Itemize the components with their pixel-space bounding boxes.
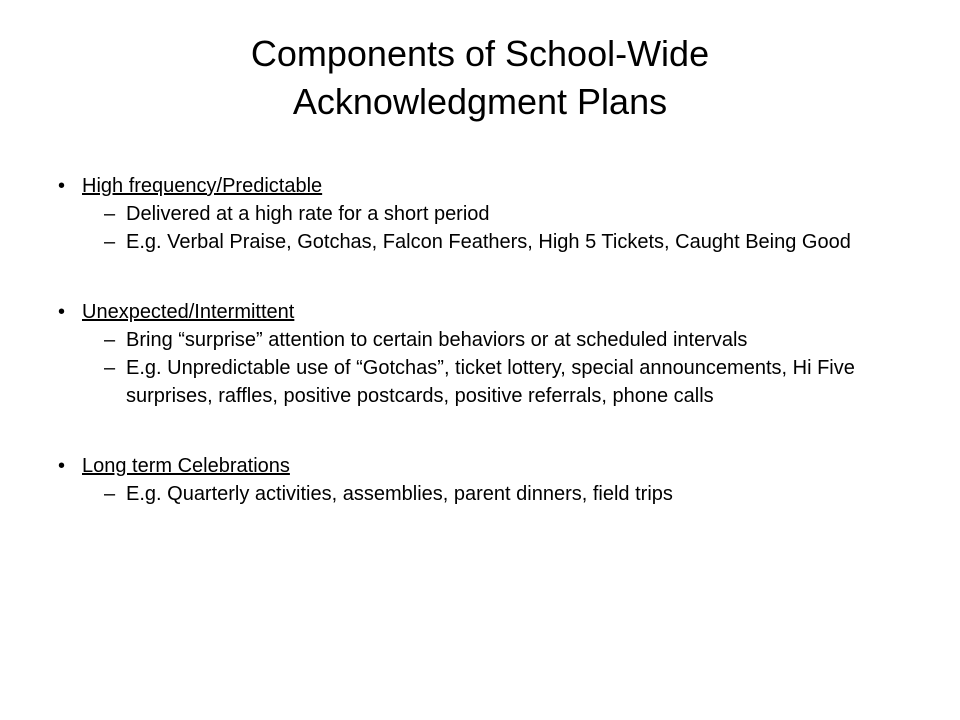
- sub-item: [104, 326, 942, 354]
- sub-item-text: Bring “surprise” attention to certain behaviors or at scheduled intervals: [126, 329, 748, 351]
- bullet-item: [58, 452, 942, 480]
- bullet-item: [58, 298, 942, 326]
- bullet-label: Long term Celebrations: [82, 455, 290, 477]
- bullet-item: [58, 172, 942, 200]
- bullet-dot-icon: •: [58, 175, 66, 197]
- dash-icon: –: [104, 329, 116, 351]
- dash-icon: –: [104, 483, 116, 505]
- title-line-2: Acknowledgment Plans: [292, 81, 668, 122]
- sub-item: [104, 480, 942, 508]
- slide-content: [58, 172, 942, 536]
- sub-item-text: E.g. Verbal Praise, Gotchas, Falcon Feathers, High 5 Tickets, Caught Being Good: [126, 231, 851, 253]
- sub-item: [104, 200, 942, 228]
- bullet-group-long-term: [58, 452, 942, 508]
- sub-item: [104, 354, 942, 410]
- sub-item-text: E.g. Quarterly activities, assemblies, parent dinners, field trips: [126, 483, 673, 505]
- bullet-group-high-frequency: [58, 172, 942, 256]
- bullet-group-unexpected: [58, 298, 942, 410]
- dash-icon: –: [104, 203, 116, 225]
- bullet-label: Unexpected/Intermittent: [82, 301, 295, 323]
- dash-icon: –: [104, 231, 116, 253]
- sub-list: [62, 480, 942, 508]
- slide-title: [80, 30, 880, 126]
- bullet-dot-icon: •: [58, 301, 66, 323]
- title-line-1: Components of School-Wide: [250, 33, 710, 74]
- sub-item: [104, 228, 942, 256]
- bullet-label: High frequency/Predictable: [82, 175, 323, 197]
- dash-icon: –: [104, 357, 116, 379]
- sub-item-text: E.g. Unpredictable use of “Gotchas”, ticket lottery, special announcements, Hi Five surprises, raffles, positive postcards, positive referrals, phone calls: [126, 357, 855, 407]
- sub-list: [62, 200, 942, 256]
- sub-list: [62, 326, 942, 410]
- sub-item-text: Delivered at a high rate for a short period: [126, 203, 490, 225]
- bullet-dot-icon: •: [58, 455, 66, 477]
